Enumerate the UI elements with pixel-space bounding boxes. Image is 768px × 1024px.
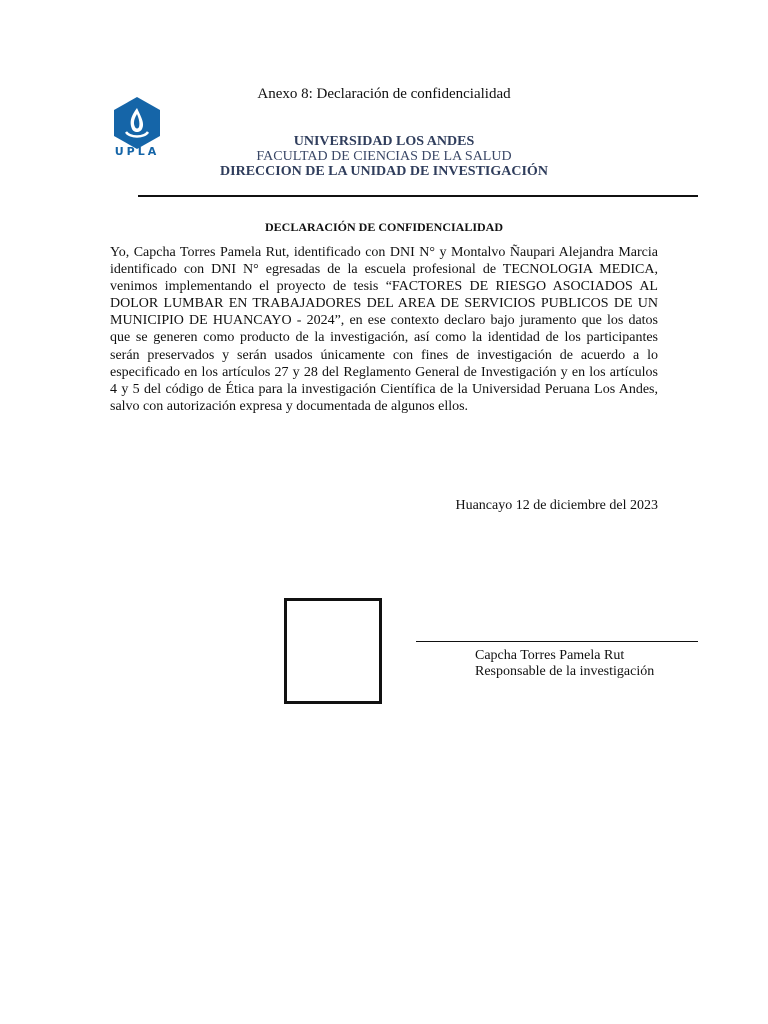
annex-title [0, 86, 768, 103]
signatory-name: Capcha Torres Pamela Rut [475, 648, 625, 663]
signature-line [416, 641, 698, 642]
signatory-role: Responsable de la investigación [475, 664, 655, 679]
university-name: UNIVERSIDAD LOS ANDES [293, 134, 475, 149]
declaration-body: Yo, Capcha Torres Pamela Rut, identificado con DNI N° y Montalvo Ñaupari Alejandra Marcia identificado con DNI N° egresadas de la escuela profesional de TECNOLOGIA MEDICA, venimos implementando el proyecto de tesis “FACTORES DE RIESGO ASOCIADOS AL DOLOR LUMBAR EN TRABAJADORES DEL AREA DE SERVICIOS PUBLICOS DE UN MUNICIPIO DE HUANCAYO - 2024”, en ese contexto declaro bajo juramento que los datos que se generen como producto de la investigación, así como la identidad de los participantes serán preservados y serán usados únicamente con fines de investigación de acuerdo a lo especificado en los artículos 27 y 28 del Reglamento General de Investigación y en los artículos 4 y 5 del código de Ética para la investigación Científica de la Universidad Peruana Los Andes, salvo con autorización expresa y documentada de algunos ellos. [110, 245, 658, 414]
header-divider [138, 195, 698, 197]
document-title: DECLARACIÓN DE CONFIDENCIALIDAD [264, 220, 504, 234]
logo-wordmark: UPLA [114, 145, 160, 158]
annex-title-text: Anexo 8: Declaración de confidencialidad [257, 86, 511, 102]
direction-name: DIRECCION DE LA UNIDAD DE INVESTIGACIÓN [220, 164, 548, 179]
date-line: Huancayo 12 de diciembre del 2023 [455, 498, 658, 513]
fingerprint-box [284, 598, 382, 704]
faculty-name: FACULTAD DE CIENCIAS DE LA SALUD [256, 149, 512, 164]
